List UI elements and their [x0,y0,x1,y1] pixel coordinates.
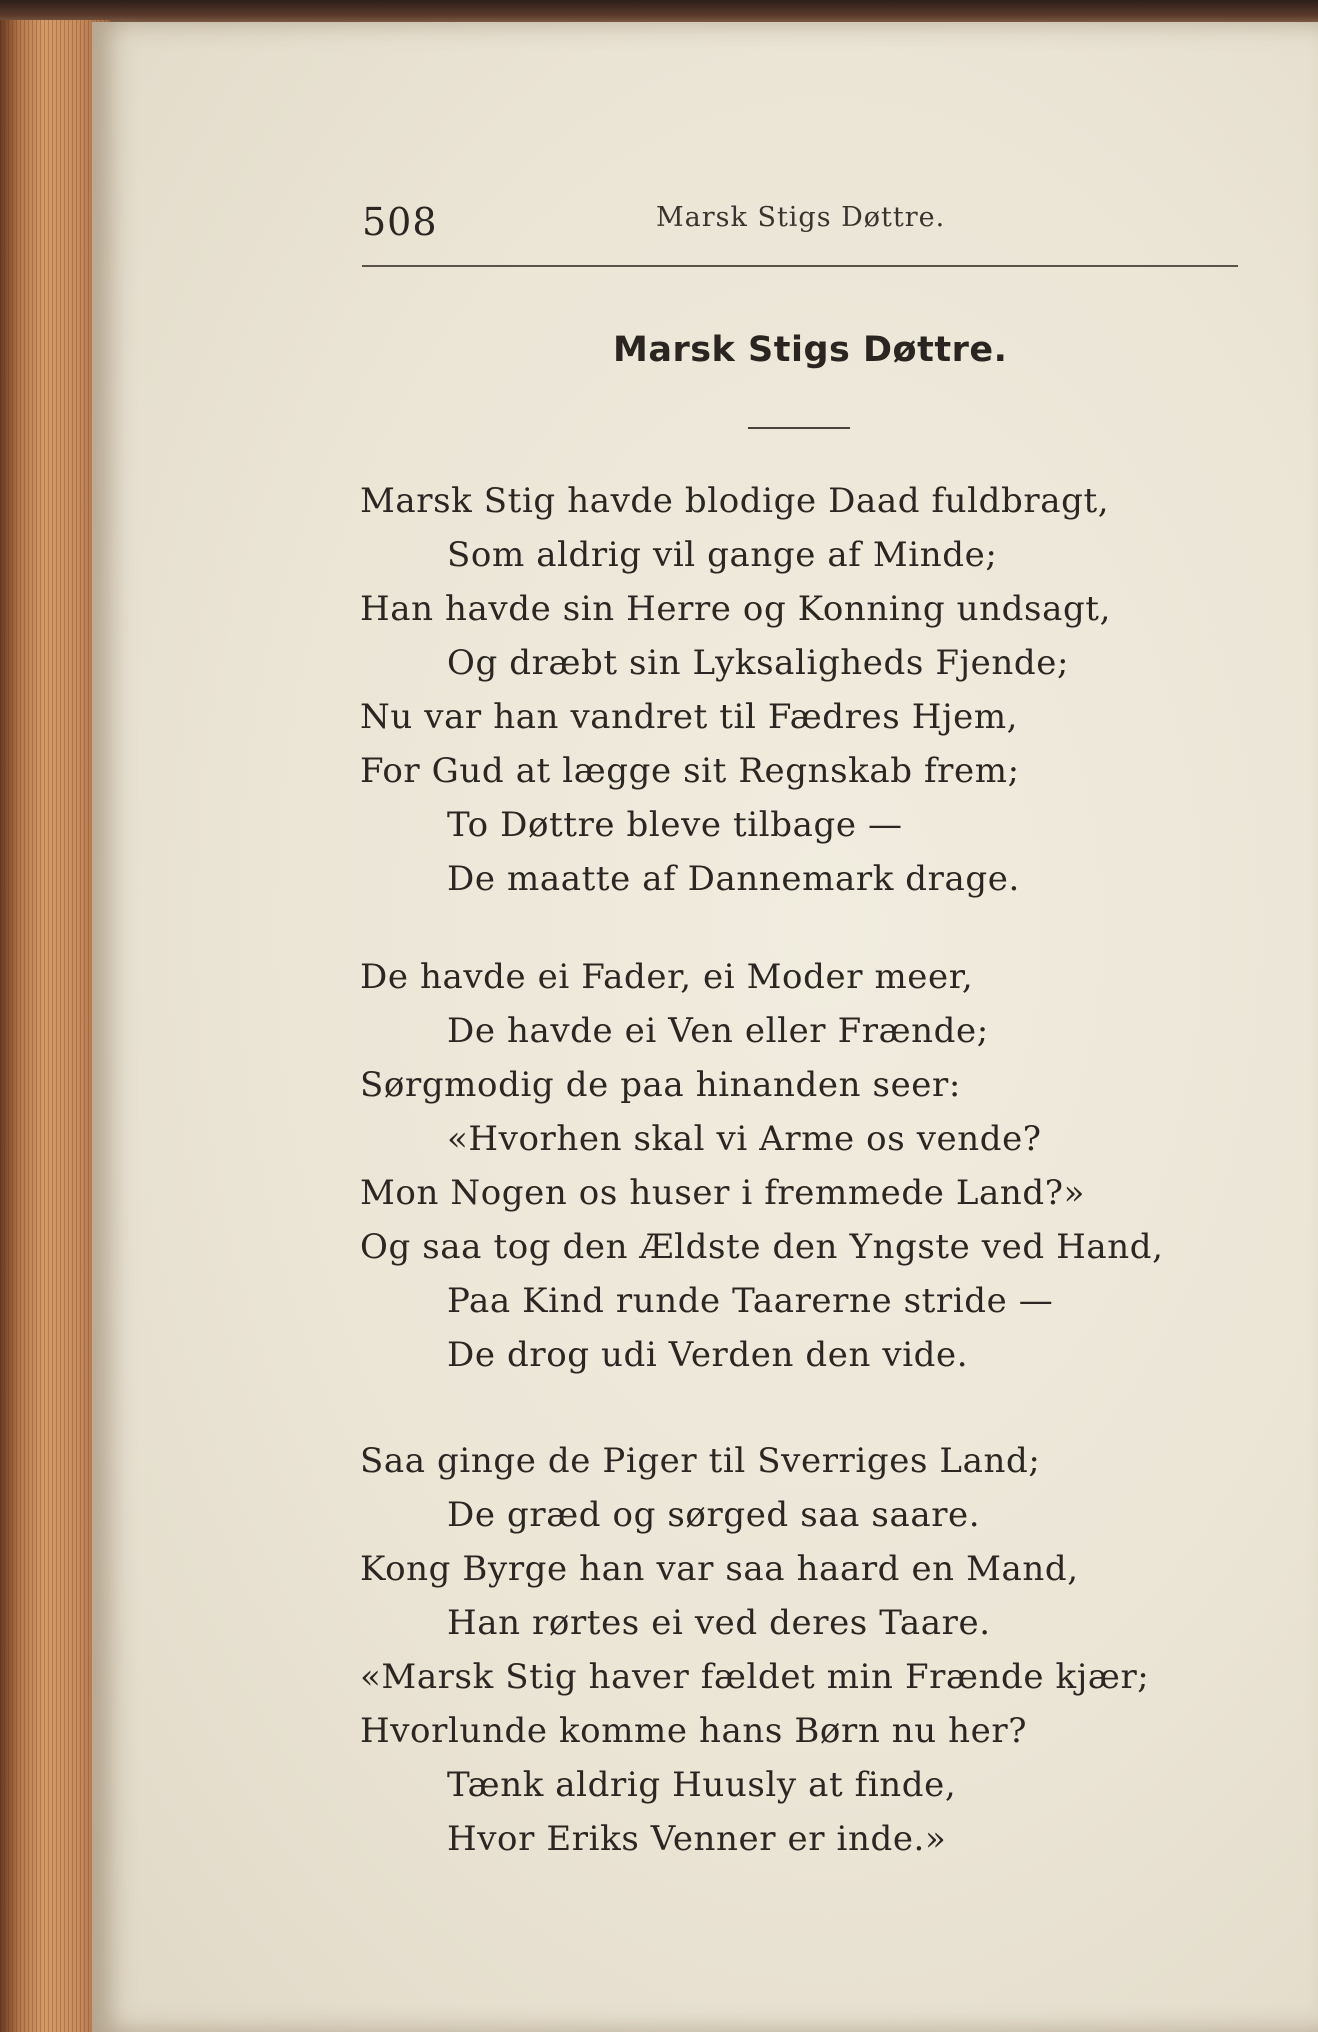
poem-line: Han rørtes ei ved deres Taare. [447,1603,991,1643]
poem-line: Og saa tog den Ældste den Yngste ved Hand, [360,1227,1164,1267]
poem-line: De drog udi Verden den vide. [447,1335,969,1375]
poem-line: Sørgmodig de paa hinanden seer: [360,1065,961,1105]
poem-line: Tænk aldrig Huusly at finde, [447,1765,957,1805]
running-head: Marsk Stigs Døttre. [656,202,946,233]
page-number: 508 [362,200,438,244]
poem-line: For Gud at lægge sit Regnskab frem; [360,751,1020,791]
poem-line: Kong Byrge han var saa haard en Mand, [360,1549,1079,1589]
poem-line: «Hvorhen skal vi Arme os vende? [447,1119,1042,1159]
poem-line: Marsk Stig havde blodige Daad fuldbragt, [360,481,1110,521]
poem-line: De havde ei Fader, ei Moder meer, [360,957,974,997]
poem-line: «Marsk Stig haver fældet min Frænde kjær; [360,1657,1150,1697]
poem-line: To Døttre bleve tilbage — [447,805,903,845]
poem-title: Marsk Stigs Døttre. [613,330,1008,370]
poem-line: De maatte af Dannemark drage. [447,859,1020,899]
poem-line: Nu var han vandret til Fædres Hjem, [360,697,1019,737]
poem-line: Som aldrig vil gange af Minde; [447,535,998,575]
poem-line: Han havde sin Herre og Konning undsagt, [360,589,1111,629]
title-rule [748,427,850,429]
poem-line: Saa ginge de Piger til Sverriges Land; [360,1441,1041,1481]
poem-line: Paa Kind runde Taarerne stride — [447,1281,1054,1321]
poem-line: De havde ei Ven eller Frænde; [447,1011,989,1051]
poem-line: Hvor Eriks Venner er inde.» [447,1819,947,1859]
poem-line: Mon Nogen os huser i fremmede Land?» [360,1173,1086,1213]
poem-line: De græd og sørged saa saare. [447,1495,981,1535]
poem-line: Hvorlunde komme hans Børn nu her? [360,1711,1028,1751]
poem-line: Og dræbt sin Lyksaligheds Fjende; [447,643,1070,683]
header-rule [362,265,1238,267]
